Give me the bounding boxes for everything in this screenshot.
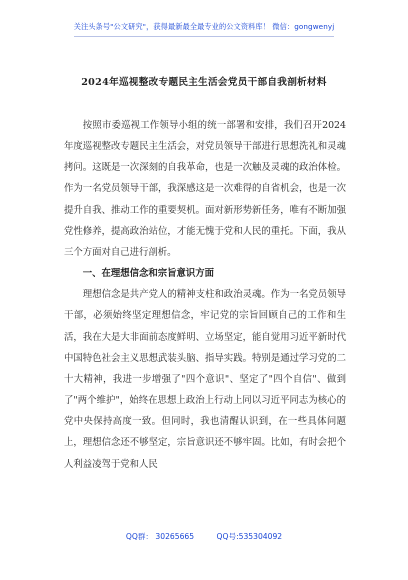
body-paragraph: 按照市委巡视工作领导小组的统一部署和安排，我们召开2024年度巡视整改专题民主生活会，对党员领导干部进行思想洗礼和灵魂拷问。这既是一次深刻的自我革命，也是一次触及灵魂的政治体检。作为一名党员领导干部，我深感这是一次难得的自省机会，也是一次提升自我、推动工作的重要契机。面对新形势新任务，唯有不断加强党性修养，提高政治站位，才能无愧于党和人民的重托。下面，我从三个方面对自己进行剖析。 (64, 120, 346, 258)
document-body (64, 115, 346, 475)
header-divider (74, 36, 334, 37)
footer-qq-group: QQ群： 30265665 (125, 532, 195, 541)
section-heading: 一、在理想信念和宗旨意识方面 (82, 268, 215, 280)
body-paragraph: 理想信念是共产党人的精神支柱和政治灵魂。作为一名党员领导干部，必须始终坚定理想信念，牢记党的宗旨回顾自己的工作和生活，我在大是大非面前态度鲜明、立场坚定，能自觉用习近平新时代中国特色社会主义思想武装头脑、指导实践。特别是通过学习党的二十大精神，我进一步增强了"四个意识"、坚定了"四个自信"、做到了"两个维护"，始终在思想上政治上行动上同以习近平同志为核心的党中央保持高度一致。但同时，我也清醒认识到，在一些具体问题上，理想信念还不够坚定，宗旨意识还不够牢固。比如，有时会把个人利益凌驾于党和人民 (64, 289, 346, 470)
document-title: 2024年巡视整改专题民主生活会党员干部自我剖析材料 (81, 77, 327, 88)
page-footer (0, 531, 408, 542)
page-header-notice: 关注头条号"公文研究"，获得最新最全最专业的公文资料库！ 微信：gongwenyj (73, 22, 335, 31)
footer-qq-number: QQ号:535304092 (216, 532, 283, 541)
